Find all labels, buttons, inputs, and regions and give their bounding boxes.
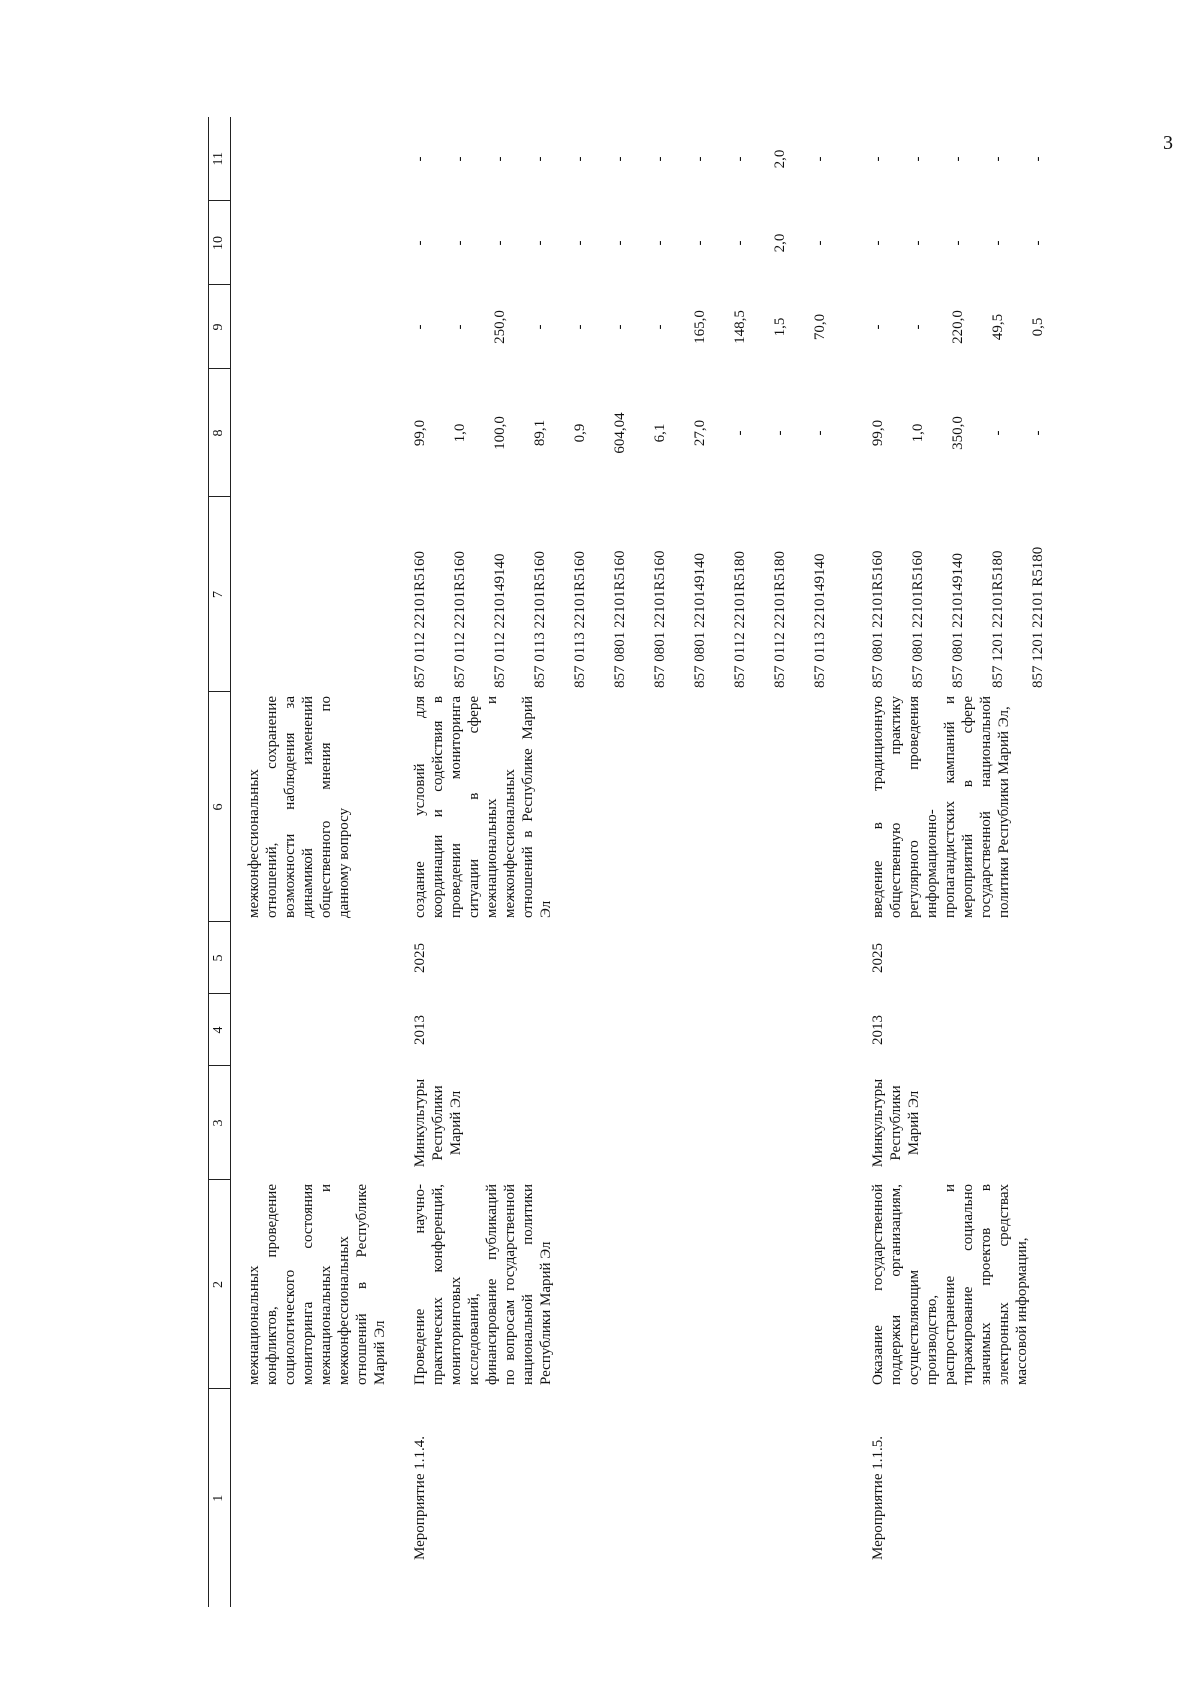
budget-code: 857 0112 22101R5180 — [731, 551, 748, 688]
amount-value: - — [451, 324, 468, 330]
amount-value: - — [491, 156, 508, 162]
amount-value: - — [1029, 240, 1046, 246]
cell-col8 — [230, 369, 389, 497]
amount-value: - — [531, 240, 548, 246]
cell-end-year: 2025 — [411, 943, 428, 973]
cell-result: введение в традиционную общественную практику регулярного проведения информационно-пропагандистских кампаний и мероприятий в сфере государственной национальной политики Республики Марий Эл, — [869, 696, 1012, 918]
header-cell: 5 — [209, 922, 231, 994]
budget-code: 857 0112 2210149140 — [491, 553, 508, 688]
table-row — [851, 117, 1069, 1607]
program-table — [208, 117, 1069, 1607]
amount-value: - — [869, 240, 886, 246]
cell-col11 — [230, 117, 389, 201]
cell-col8 — [389, 369, 851, 497]
budget-code: 857 0113 22101R5160 — [571, 551, 588, 688]
cell-col10 — [230, 201, 389, 285]
amount-value: - — [949, 240, 966, 246]
amount-value: - — [869, 156, 886, 162]
amount-value: - — [691, 240, 708, 246]
amount-value: - — [611, 324, 628, 330]
amount-value: 70,0 — [811, 313, 828, 341]
amount-value: - — [651, 156, 668, 162]
budget-code: 857 0801 22101R5160 — [909, 550, 926, 688]
amount-value: 604,04 — [611, 412, 628, 454]
amount-value: - — [909, 324, 926, 330]
amount-value: 2,0 — [771, 149, 788, 169]
cell-executor — [230, 1066, 389, 1180]
table-row — [389, 117, 851, 1607]
amount-value: - — [989, 240, 1006, 246]
cell-end-year — [230, 922, 389, 994]
amount-value: - — [571, 240, 588, 246]
header-cell: 9 — [209, 285, 231, 369]
amount-value: - — [909, 240, 926, 246]
cell-codes — [851, 497, 1069, 692]
amount-value: - — [651, 240, 668, 246]
amount-value: - — [1029, 156, 1046, 162]
amount-value: - — [811, 240, 828, 246]
amount-value: - — [531, 324, 548, 330]
cell-col9 — [389, 285, 851, 369]
budget-code: 857 0801 22101R5160 — [651, 550, 668, 688]
header-cell: 2 — [209, 1180, 231, 1389]
amount-value: - — [411, 324, 428, 330]
budget-code: 857 0112 22101R5160 — [411, 551, 428, 688]
cell-executor: Минкультуры Республики Марий Эл — [869, 1078, 922, 1168]
cell-col9 — [230, 285, 389, 369]
cell-start-year — [230, 994, 389, 1066]
budget-code: 857 0801 2210149140 — [949, 553, 966, 688]
amount-value: 220,0 — [949, 310, 966, 344]
cell-col11 — [851, 117, 1069, 201]
header-cell: 3 — [209, 1066, 231, 1180]
amount-value: - — [531, 156, 548, 162]
table-row — [230, 117, 389, 1607]
amount-value: 49,5 — [989, 313, 1006, 341]
header-cell: 1 — [209, 1389, 231, 1607]
amount-value: - — [1029, 430, 1046, 436]
cell-end-year: 2025 — [869, 943, 886, 973]
amount-value: - — [491, 240, 508, 246]
cell-codes — [230, 497, 389, 692]
amount-value: - — [989, 156, 1006, 162]
cell-description: Оказание государственной поддержки организациям, осуществляющим производство, распространение и тиражирование социально значимых проектов в электронных средствах массовой информации, — [869, 1184, 1030, 1385]
amount-value: - — [869, 324, 886, 330]
cell-description: Проведение научно-практических конференций, мониторинговых исследований, финансирование публикаций по вопросам государственной национальной политики Республики Марий Эл — [411, 1184, 554, 1385]
amount-value: 1,0 — [451, 423, 468, 443]
budget-code: 857 0113 2210149140 — [811, 553, 828, 688]
amount-value: 100,0 — [491, 416, 508, 450]
cell-col11 — [389, 117, 851, 201]
amount-value: 99,0 — [869, 419, 886, 447]
amount-value: - — [691, 156, 708, 162]
amount-value: - — [651, 324, 668, 330]
header-cell: 8 — [209, 369, 231, 497]
cell-result: создание условий для координации и содействия в проведении мониторинга ситуации в сфере межнациональных и межконфессиональных отношений в Республике Марий Эл — [411, 696, 554, 918]
amount-value: - — [771, 430, 788, 436]
amount-value: 1,5 — [771, 317, 788, 337]
cell-start-year: 2013 — [411, 1015, 428, 1045]
budget-code: 857 1201 22101 R5180 — [1029, 546, 1046, 688]
page-number: 3 — [1163, 132, 1173, 154]
amount-value: 250,0 — [491, 310, 508, 344]
cell-executor: Минкультуры Республики Марий Эл — [411, 1078, 464, 1168]
amount-value: - — [611, 156, 628, 162]
amount-value: - — [411, 240, 428, 246]
header-cell: 6 — [209, 692, 231, 922]
amount-value: 1,0 — [909, 423, 926, 443]
budget-code: 857 0801 22101R5160 — [869, 550, 886, 688]
amount-value: - — [909, 156, 926, 162]
budget-code: 857 0112 22101R5180 — [771, 551, 788, 688]
amount-value: - — [731, 430, 748, 436]
cell-start-year: 2013 — [869, 1015, 886, 1045]
budget-code: 857 0113 22101R5160 — [531, 551, 548, 688]
amount-value: - — [811, 156, 828, 162]
budget-code: 857 0801 22101R5160 — [611, 550, 628, 688]
header-cell: 4 — [209, 994, 231, 1066]
amount-value: - — [811, 430, 828, 436]
cell-codes — [389, 497, 851, 692]
amount-value: 27,0 — [691, 419, 708, 447]
amount-value: 99,0 — [411, 419, 428, 447]
budget-code: 857 0112 22101R5160 — [451, 551, 468, 688]
amount-value: 148,5 — [731, 310, 748, 344]
budget-code: 857 0801 2210149140 — [691, 553, 708, 688]
cell-measure: Мероприятие 1.1.4. — [411, 1436, 428, 1560]
amount-value: - — [989, 430, 1006, 436]
amount-value: - — [571, 324, 588, 330]
header-cell: 10 — [209, 201, 231, 285]
amount-value: - — [731, 240, 748, 246]
cell-col10 — [389, 201, 851, 285]
rotated-table-area — [208, 117, 1200, 1607]
cell-col9 — [851, 285, 1069, 369]
amount-value: - — [731, 156, 748, 162]
cell-result: межконфессиональных отношений, сохранение возможности наблюдения за динамикой изменений общественного мнения по данному вопросу — [245, 696, 352, 918]
amount-value: - — [411, 156, 428, 162]
cell-measure — [230, 1389, 389, 1607]
amount-value: - — [451, 156, 468, 162]
cell-measure: Мероприятие 1.1.5. — [869, 1436, 886, 1560]
amount-value: 89,1 — [531, 419, 548, 447]
amount-value: 0,5 — [1029, 317, 1046, 337]
amount-value: - — [451, 240, 468, 246]
budget-code: 857 1201 22101R5180 — [989, 550, 1006, 688]
amount-value: 165,0 — [691, 310, 708, 344]
amount-value: - — [611, 240, 628, 246]
cell-description: межнациональных конфликтов, проведение социологического мониторинга состояния межнациональных и межконфессиональных отношений в Республике Марий Эл — [245, 1184, 388, 1385]
cell-col8 — [851, 369, 1069, 497]
header-cell: 7 — [209, 497, 231, 692]
amount-value: 2,0 — [771, 233, 788, 253]
header-cell: 11 — [209, 117, 231, 201]
amount-value: - — [571, 156, 588, 162]
amount-value: 350,0 — [949, 416, 966, 450]
amount-value: - — [949, 156, 966, 162]
header-row — [209, 117, 231, 1607]
amount-value: 6,1 — [651, 423, 668, 443]
cell-col10 — [851, 201, 1069, 285]
amount-value: 0,9 — [571, 423, 588, 443]
